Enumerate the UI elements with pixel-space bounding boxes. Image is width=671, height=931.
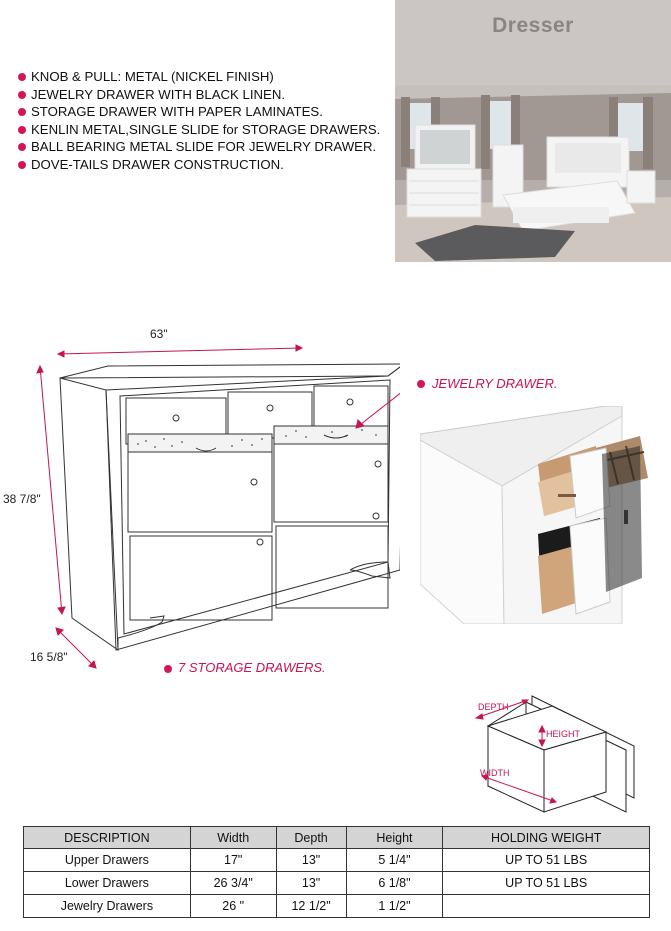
table-cell: Upper Drawers (24, 849, 191, 872)
feature-item: KNOB & PULL: METAL (NICKEL FINISH) (16, 68, 386, 86)
dresser-line-drawing (0, 300, 400, 680)
table-row (24, 895, 650, 918)
header-depth: Depth (276, 827, 346, 849)
dimension-height-label: 38 7/8" (3, 492, 41, 506)
feature-item: DOVE-TAILS DRAWER CONSTRUCTION. (16, 156, 386, 174)
height-label: HEIGHT (546, 729, 581, 739)
bullet-icon (18, 73, 26, 81)
width-label: WIDTH (480, 768, 510, 778)
table-cell: 26 " (190, 895, 276, 918)
title-band (395, 0, 671, 85)
drawer-spec-table (23, 826, 650, 918)
feature-item: JEWELRY DRAWER WITH BLACK LINEN. (16, 86, 386, 104)
table-cell: 6 1/8" (346, 872, 443, 895)
table-cell: UP TO 51 LBS (443, 849, 650, 872)
bullet-icon (18, 161, 26, 169)
drawer-dimension-diagram (466, 694, 636, 818)
table-cell (443, 895, 650, 918)
bullet-icon (18, 91, 26, 99)
storage-callout-dot (164, 665, 172, 673)
header-height: Height (346, 827, 443, 849)
storage-drawers-callout: 7 STORAGE DRAWERS. (178, 660, 326, 675)
table-cell: Lower Drawers (24, 872, 191, 895)
table-cell: 5 1/4" (346, 849, 443, 872)
bullet-icon (18, 143, 26, 151)
feature-item: BALL BEARING METAL SLIDE FOR JEWELRY DRAWER. (16, 138, 386, 156)
dimension-depth-label: 16 5/8" (30, 650, 68, 664)
table-row (24, 872, 650, 895)
table-cell: UP TO 51 LBS (443, 872, 650, 895)
jewelry-drawer-callout: JEWELRY DRAWER. (432, 376, 558, 391)
table-row (24, 849, 650, 872)
header-description: DESCRIPTION (24, 827, 191, 849)
table-cell: 12 1/2" (276, 895, 346, 918)
feature-list (16, 68, 386, 173)
table-cell: 17" (190, 849, 276, 872)
table-cell: Jewelry Drawers (24, 895, 191, 918)
header-holding-weight: HOLDING WEIGHT (443, 827, 650, 849)
feature-item: STORAGE DRAWER WITH PAPER LAMINATES. (16, 103, 386, 121)
bedroom-photo (395, 85, 671, 262)
bullet-icon (18, 126, 26, 134)
header-width: Width (190, 827, 276, 849)
table-cell: 13" (276, 872, 346, 895)
table-cell: 13" (276, 849, 346, 872)
depth-label: DEPTH (478, 702, 509, 712)
bullet-icon (18, 108, 26, 116)
table-header-row (24, 827, 650, 849)
dimension-width-label: 63" (150, 327, 168, 341)
table-cell: 1 1/2" (346, 895, 443, 918)
page-title: Dresser (492, 14, 574, 37)
feature-item: KENLIN METAL,SINGLE SLIDE for STORAGE DRAWERS. (16, 121, 386, 139)
table-cell: 26 3/4" (190, 872, 276, 895)
jewelry-callout-dot (417, 380, 425, 388)
open-drawer-illustration (420, 406, 648, 624)
